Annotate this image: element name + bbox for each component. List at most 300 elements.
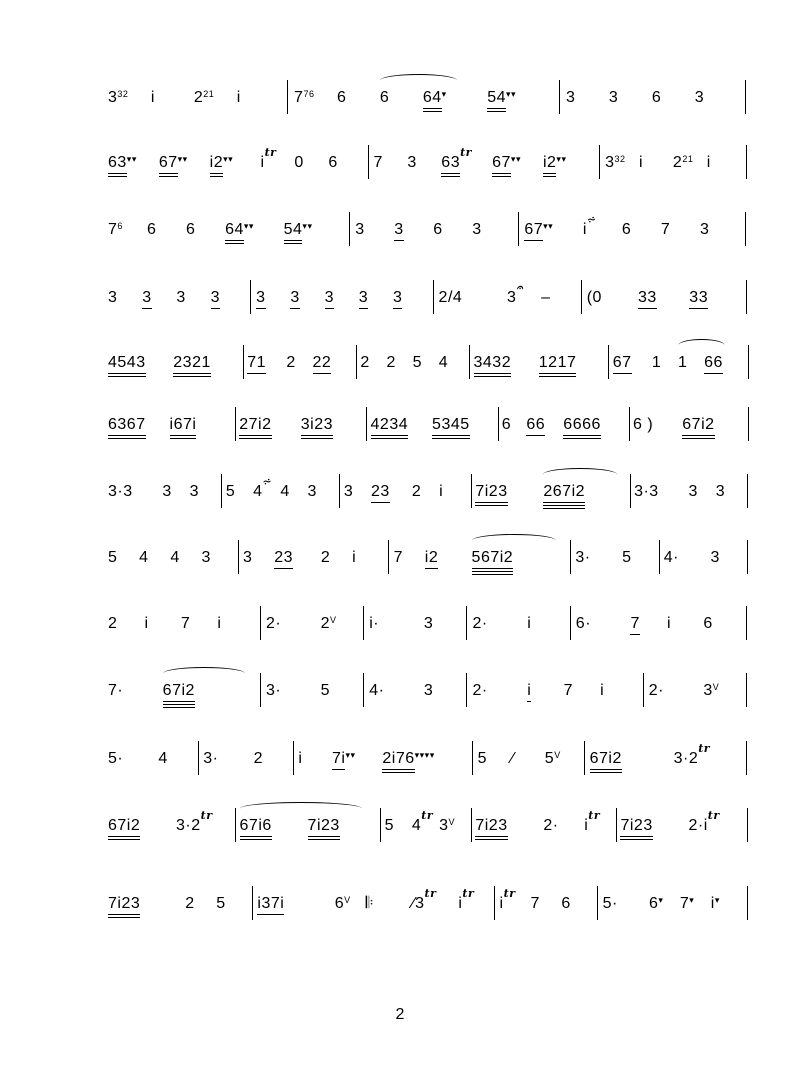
note-group: 6 ) (633, 416, 654, 433)
note-group: 3 (393, 288, 402, 308)
ornament-mark: tr (264, 146, 277, 159)
note-group: 5 (320, 682, 331, 699)
bar-line (746, 606, 747, 640)
notation-line (0, 739, 800, 799)
note-group: i (217, 615, 222, 632)
note-group: 5 (477, 750, 487, 767)
note-group: 2 (411, 483, 422, 500)
note-group: 3 (359, 288, 368, 308)
underline-beam (527, 701, 531, 702)
note-group: 2 (185, 895, 195, 912)
bar-line (616, 808, 617, 842)
note-group: 4 (438, 354, 449, 371)
underline-beam (108, 917, 140, 918)
underline-beam (371, 438, 409, 439)
underline-beam (492, 173, 511, 174)
bar-line (745, 80, 746, 114)
bar-line (518, 212, 519, 246)
bar-line (747, 886, 748, 920)
note-group: 3 (307, 483, 317, 500)
notation-line (0, 604, 800, 664)
underline-beam (240, 836, 272, 837)
note-group: 7 (180, 615, 191, 632)
underline-beam (613, 373, 632, 374)
bar-line (471, 474, 472, 508)
note-group: 2· (265, 615, 282, 632)
ornament-mark: tr (421, 809, 434, 822)
note-group: 67i2 (163, 681, 195, 701)
note-group: 2 (360, 354, 370, 371)
note-group: 6 (186, 221, 196, 238)
underline-beam (441, 173, 460, 174)
note-group: 33 (638, 288, 657, 308)
bar-line (243, 345, 244, 379)
note-group: i ▾ (711, 894, 715, 914)
underline-beam (425, 568, 438, 569)
underline-beam (163, 701, 195, 702)
underline-beam (247, 373, 266, 374)
underline-beam (225, 240, 244, 241)
note-group: (0 (586, 289, 602, 306)
underline-beam (163, 704, 195, 705)
note-group: ⁄ (511, 750, 515, 767)
grace-mark: 32 (614, 154, 626, 164)
note-group: 6 ▾ (649, 894, 658, 914)
ornament-mark: tr (462, 887, 475, 900)
note-group: i tr (458, 894, 462, 914)
note-group: 64 ▾▾ (225, 220, 244, 240)
grace-mark: V (344, 895, 351, 905)
note-group: 3 (290, 288, 299, 308)
underline-beam (474, 373, 512, 374)
notation-line (0, 884, 800, 944)
note-group: 3·3 (108, 483, 133, 500)
underline-beam (240, 839, 272, 840)
note-group: 3 (715, 483, 726, 500)
underline-beam (108, 435, 146, 436)
underline-beam (543, 502, 585, 503)
note-group: 63 ▾▾ (108, 153, 127, 173)
note-group: 7 (563, 682, 574, 699)
grace-mark: V (330, 615, 337, 625)
slur-arc (543, 468, 616, 481)
note-group: i (527, 681, 531, 701)
underline-beam (487, 108, 506, 109)
note-group: 54 ▾▾ (487, 88, 506, 108)
note-group: 2· (472, 682, 488, 699)
grace-mark: 32 (117, 89, 129, 99)
note-group: i67i (170, 415, 197, 435)
bar-line (559, 80, 560, 114)
note-group: 7· (108, 682, 124, 699)
note-group: 2 (108, 615, 118, 632)
bar-line (747, 540, 748, 574)
grace-mark: ▾▾ (177, 154, 188, 164)
note-group: 4· (369, 682, 385, 699)
bar-line (221, 474, 222, 508)
underline-beam (543, 508, 585, 509)
note-group: i2 (425, 548, 438, 568)
note-group: 3i23 (301, 415, 333, 435)
slur-arc (240, 802, 362, 815)
bar-line (339, 474, 340, 508)
bar-line (433, 280, 434, 314)
note-group: 3432 (474, 353, 512, 373)
note-group: 2· (543, 817, 559, 834)
note-group: – (541, 289, 551, 306)
ornament-mark: tr (698, 742, 711, 755)
underline-beam (170, 438, 197, 439)
underline-beam (620, 839, 652, 840)
bar-line (368, 145, 369, 179)
note-group: 3 V (703, 681, 712, 701)
bar-line (570, 606, 571, 640)
note-group: 7 (530, 895, 540, 912)
note-group: 2 V (321, 614, 330, 634)
underline-beam (170, 435, 197, 436)
grace-mark: V (554, 750, 561, 760)
note-group: 2/4 (438, 289, 463, 306)
grace-mark: ▾▾ (223, 154, 234, 164)
note-group: 6 (147, 221, 157, 238)
note-group: 3 𝄐 (507, 288, 516, 308)
note-group: i (150, 89, 155, 106)
underline-beam (524, 240, 543, 241)
underline-beam (284, 243, 303, 244)
underline-beam (256, 308, 265, 309)
underline-beam (210, 173, 223, 174)
note-group: 67i2 (682, 415, 714, 435)
underline-beam (563, 438, 601, 439)
note-group: 64 ▾ (423, 88, 442, 108)
grace-mark: ▾ (441, 89, 447, 99)
bar-line (198, 741, 199, 775)
underline-beam (108, 914, 140, 915)
note-group: 567i2 (472, 548, 514, 568)
underline-beam (308, 836, 340, 837)
bar-line (235, 407, 236, 441)
bar-line (747, 808, 748, 842)
underline-beam (487, 111, 506, 112)
note-group: i2 ▾▾ (543, 153, 556, 173)
note-group: 7 (393, 549, 404, 566)
notation-line (0, 343, 800, 403)
note-group: 3 (407, 154, 417, 171)
grace-mark: ▾▾▾▾ (414, 750, 435, 760)
bar-line (659, 540, 660, 574)
underline-beam (163, 707, 195, 708)
note-group: 22 (313, 353, 332, 373)
notation-line (0, 210, 800, 270)
note-group: 3 (710, 549, 720, 566)
note-group: 3 (189, 483, 200, 500)
note-group: 𝄆 (365, 895, 374, 912)
bar-line (469, 345, 470, 379)
underline-beam (290, 308, 299, 309)
note-group: i ⩫ (583, 220, 587, 240)
note-group: 6367 (108, 415, 146, 435)
bar-line (745, 212, 746, 246)
note-group: 3 (201, 549, 211, 566)
note-group: 23 (274, 548, 293, 568)
underline-beam (332, 769, 345, 770)
note-group: 4 ⩫ (253, 482, 262, 502)
underline-beam (308, 839, 340, 840)
note-group: ⁄3 tr (412, 894, 425, 914)
note-group: i (527, 615, 532, 632)
grace-mark: ▾▾ (510, 154, 521, 164)
notation-line (0, 806, 800, 866)
bar-line (498, 407, 499, 441)
underline-beam (620, 836, 652, 837)
note-group: 4· (663, 549, 679, 566)
note-group: 1 (678, 353, 687, 373)
note-group: 2 21 (194, 88, 203, 108)
ornament-mark: ⩫ (262, 475, 273, 488)
underline-beam (526, 435, 545, 436)
underline-beam (159, 176, 178, 177)
underline-beam (432, 438, 470, 439)
underline-beam (472, 571, 514, 572)
note-group: 4 tr (412, 816, 421, 836)
bar-line (472, 741, 473, 775)
underline-beam (108, 376, 146, 377)
grace-mark: ▾▾ (302, 221, 313, 231)
note-group: 4 (158, 750, 168, 767)
note-group: 6666 (563, 415, 601, 435)
underline-beam (543, 176, 556, 177)
underline-beam (590, 772, 622, 773)
note-group: i (352, 549, 357, 566)
note-group: 2· (648, 682, 664, 699)
note-group: 2 (386, 354, 396, 371)
bar-line (380, 808, 381, 842)
note-group: 6 (621, 221, 632, 238)
note-group: 67 ▾▾ (159, 153, 178, 173)
bar-line (260, 673, 261, 707)
bar-line (748, 345, 749, 379)
bar-line (597, 886, 598, 920)
underline-beam (173, 376, 211, 377)
underline-beam (393, 308, 402, 309)
note-group: 3 (608, 89, 619, 106)
note-group: 4 (170, 549, 180, 566)
underline-beam (475, 505, 507, 506)
note-group: 3 (256, 288, 265, 308)
grace-mark: ▾ (714, 895, 720, 905)
bar-line (581, 280, 582, 314)
note-group: 3 (699, 221, 710, 238)
note-group: 3 32 (605, 153, 614, 173)
note-group: i· (369, 615, 380, 632)
bar-line (356, 345, 357, 379)
bar-line (363, 606, 364, 640)
underline-beam (704, 373, 723, 374)
note-group: 3 (355, 221, 365, 238)
note-group: 4543 (108, 353, 146, 373)
ornament-mark: tr (588, 809, 601, 822)
note-group: 66 (526, 415, 545, 435)
underline-beam (108, 438, 146, 439)
bar-line (746, 145, 747, 179)
bar-line (349, 212, 350, 246)
underline-beam (394, 240, 403, 241)
note-group: 2 (286, 354, 296, 371)
underline-beam (142, 308, 151, 309)
bar-line (629, 407, 630, 441)
notation-line (0, 278, 800, 338)
note-group: 67i2 (108, 816, 140, 836)
notation-line (0, 538, 800, 598)
note-group: 3 (343, 483, 354, 500)
underline-beam (108, 839, 140, 840)
note-group: 2 (320, 549, 331, 566)
bar-line (643, 673, 644, 707)
underline-beam (211, 308, 220, 309)
underline-beam (630, 634, 639, 635)
slur-arc (163, 667, 245, 680)
note-group: i tr (261, 153, 265, 173)
bar-line (287, 80, 288, 114)
note-group: i37i (257, 894, 284, 914)
grace-mark: ▾▾ (506, 89, 517, 99)
note-group: 6 (328, 154, 338, 171)
underline-beam (159, 173, 178, 174)
note-group: 67 ▾▾ (492, 153, 511, 173)
note-group: 27i2 (239, 415, 271, 435)
note-group: i (439, 483, 444, 500)
underline-beam (423, 111, 442, 112)
bar-line (608, 345, 609, 379)
note-group: 7i23 (475, 816, 507, 836)
note-group: 3 (694, 89, 705, 106)
bar-line (746, 673, 747, 707)
grace-mark: ▾▾ (543, 221, 554, 231)
note-group: 4234 (371, 415, 409, 435)
underline-beam (325, 308, 334, 309)
note-group: i2 ▾▾ (210, 153, 223, 173)
underline-beam (563, 435, 601, 436)
bar-line (747, 474, 748, 508)
note-group: 7i ▾▾ (332, 749, 345, 769)
note-group: 7i23 (475, 482, 507, 502)
underline-beam (543, 173, 556, 174)
page-number: 2 (395, 1006, 405, 1023)
underline-beam (682, 438, 714, 439)
note-group: 6 (380, 88, 389, 108)
slur-arc (678, 339, 725, 352)
underline-beam (474, 376, 512, 377)
note-group: i tr (584, 816, 588, 836)
bar-line (252, 886, 253, 920)
note-group: 3·2 tr (674, 749, 699, 769)
underline-beam (371, 435, 409, 436)
underline-beam (371, 502, 390, 503)
underline-beam (257, 914, 284, 915)
note-group: 7 6 (108, 220, 117, 240)
note-group: 3 (142, 288, 151, 308)
underline-beam (475, 836, 507, 837)
bar-line (471, 808, 472, 842)
underline-beam (274, 568, 293, 569)
note-group: 6 V (335, 894, 344, 914)
note-group: 3 32 (108, 88, 117, 108)
underline-beam (475, 839, 507, 840)
bar-line (584, 741, 585, 775)
note-group: i (639, 154, 644, 171)
underline-beam (432, 435, 470, 436)
grace-mark: 21 (682, 154, 694, 164)
grace-mark: ▾ (658, 895, 664, 905)
note-group: i (706, 154, 711, 171)
note-group: 33 (689, 288, 708, 308)
underline-beam (539, 376, 577, 377)
note-group: 67i6 (240, 816, 272, 836)
note-group: 67 (613, 353, 632, 373)
ornament-mark: tr (424, 887, 437, 900)
note-group: i (600, 682, 605, 699)
ornament-mark: tr (460, 146, 472, 159)
underline-beam (638, 308, 657, 309)
note-group: 54 ▾▾ (284, 220, 303, 240)
note-group: 2i76 ▾▾▾▾ (382, 749, 414, 769)
underline-beam (301, 438, 333, 439)
note-group: 7 76 (294, 88, 303, 108)
note-group: 7i23 (308, 816, 340, 836)
ornament-mark: 𝄐 (516, 281, 523, 294)
bar-line (630, 474, 631, 508)
underline-beam (475, 502, 507, 503)
underline-beam (225, 243, 244, 244)
note-group: 7 ▾ (680, 894, 689, 914)
note-group: 2 21 (673, 153, 682, 173)
bar-line (235, 808, 236, 842)
note-group: 6 (433, 221, 443, 238)
notation-line (0, 143, 800, 203)
bar-line (570, 540, 571, 574)
bar-line (466, 673, 467, 707)
underline-beam (382, 769, 414, 770)
note-group: 3 (688, 483, 698, 500)
note-group: 0 (294, 154, 304, 171)
note-group: 3 (325, 288, 334, 308)
note-group: 6 (336, 89, 347, 106)
underline-beam (173, 373, 211, 374)
note-group: 1 (651, 354, 662, 371)
note-group: 5 (216, 895, 226, 912)
underline-beam (239, 435, 271, 436)
underline-beam (210, 176, 223, 177)
underline-beam (239, 438, 271, 439)
note-group: 6 (501, 416, 512, 433)
note-group: 3 (394, 220, 403, 240)
bar-line (494, 886, 495, 920)
underline-beam (108, 836, 140, 837)
note-group: 5· (108, 750, 124, 767)
grace-mark: ▾ (689, 895, 695, 905)
note-group: 67i2 (590, 749, 622, 769)
bar-line (748, 407, 749, 441)
ornament-mark: tr (503, 887, 516, 900)
underline-beam (284, 240, 303, 241)
grace-mark: ▾▾ (243, 221, 254, 231)
underline-beam (543, 505, 585, 506)
underline-beam (108, 173, 127, 174)
note-group: 267i2 (543, 482, 585, 502)
note-group: 3· (203, 750, 219, 767)
note-group: 71 (247, 353, 266, 373)
note-group: i (666, 615, 671, 632)
